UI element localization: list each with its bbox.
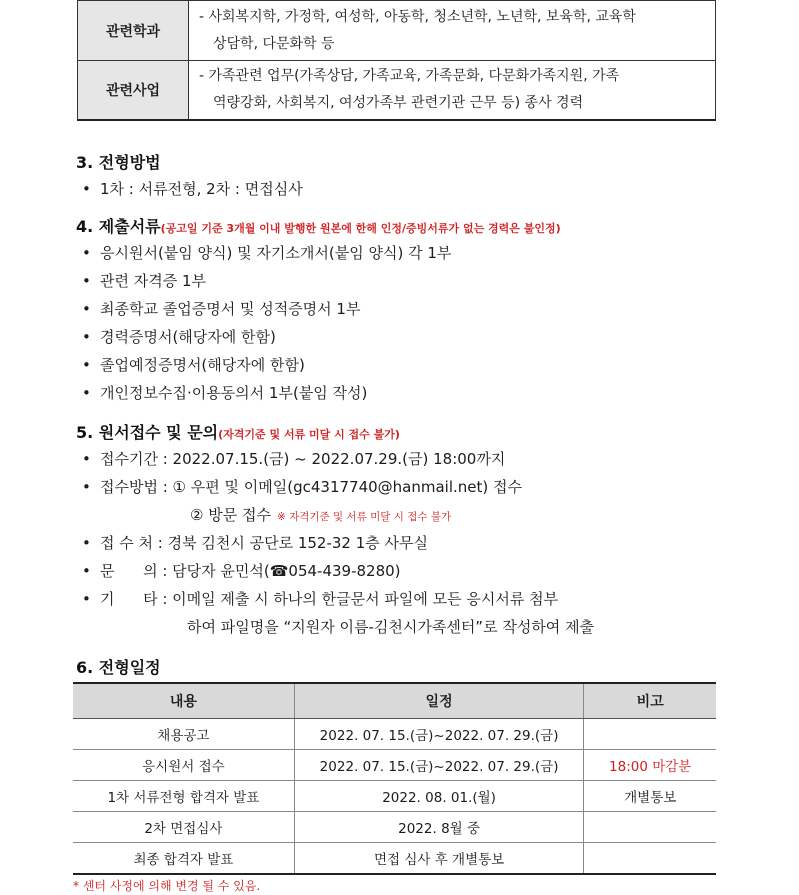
- section-3-title-text: 3. 전형방법: [76, 153, 161, 172]
- row-label: 관련사업: [78, 61, 189, 121]
- table-cell: 2022. 07. 15.(금)~2022. 07. 29.(금): [294, 750, 584, 781]
- table-row: [73, 812, 716, 843]
- section-5-title-text: 5. 원서접수 및 문의: [76, 423, 219, 442]
- section-6-title: [76, 655, 161, 678]
- table-cell: 최종 합격자 발표: [73, 843, 294, 875]
- section-4-title: [76, 214, 561, 237]
- line-text: - 가족관련 업무(가족상담, 가족교육, 가족문화, 다문화가족지원, 가족: [199, 68, 620, 84]
- line-text: 역량강화, 사회복지, 여성가족부 관련기관 근무 등) 종사 경력: [213, 95, 584, 111]
- section-6-title-text: 6. 전형일정: [76, 658, 161, 677]
- table-cell: [584, 812, 716, 843]
- list-item-text: 접 수 처 : 경북 김천시 공단로 152-32 1층 사무실: [100, 534, 428, 552]
- column-header: 비고: [584, 683, 716, 719]
- list-item: • 기 타 : 이메일 제출 시 하나의 한글문서 파일에 모든 응시서류 첨부: [82, 590, 559, 608]
- list-item: • 졸업예정증명서(해당자에 한함): [82, 356, 305, 374]
- table-cell: 2022. 07. 15.(금)~2022. 07. 29.(금): [294, 719, 584, 750]
- table-cell: 개별통보: [584, 781, 716, 812]
- list-item: • 관련 자격증 1부: [82, 272, 207, 290]
- table-row: [78, 61, 716, 121]
- list-item-text: 졸업예정증명서(해당자에 한함): [100, 356, 305, 374]
- list-item-continuation: [187, 616, 594, 637]
- list-item: • 1차 : 서류전형, 2차 : 면접심사: [82, 180, 303, 198]
- line-text: 상담학, 다문화학 등: [213, 35, 335, 52]
- list-item-text: 개인정보수집·이용동의서 1부(붙임 작성): [100, 384, 368, 402]
- method-note: ※ 자격기준 및 서류 미달 시 접수 불가: [276, 511, 452, 523]
- list-item-text: 최종학교 졸업증명서 및 성적증명서 1부: [100, 300, 361, 318]
- list-item-text: ② 방문 접수: [190, 506, 271, 524]
- column-header: 일정: [294, 683, 584, 719]
- table-row: [73, 843, 716, 875]
- schedule-footnote: * 센터 사정에 의해 변경 될 수 있음.: [73, 879, 261, 893]
- table-cell: 면접 심사 후 개별통보: [294, 843, 584, 875]
- table-cell: 2022. 08. 01.(월): [294, 781, 584, 812]
- table-header-row: [73, 683, 716, 719]
- list-item-text: 경력증명서(해당자에 한함): [100, 328, 276, 346]
- list-item-continuation: [190, 504, 451, 525]
- schedule-table: [73, 682, 716, 875]
- table-row: [73, 719, 716, 750]
- row-value: [189, 61, 716, 121]
- column-header: 내용: [73, 683, 294, 719]
- list-item-text: 응시원서(붙임 양식) 및 자기소개서(붙임 양식) 각 1부: [100, 244, 452, 262]
- table-cell: 2차 면접심사: [73, 812, 294, 843]
- table-row: [73, 781, 716, 812]
- section-5-title: [76, 420, 400, 443]
- section-3-title: [76, 150, 161, 173]
- line-text: - 사회복지학, 가정학, 여성학, 아동학, 청소년학, 노년학, 보육학, 교육학: [199, 8, 636, 25]
- list-item-text: 접수방법 : ① 우편 및 이메일(gc4317740@hanmail.net) 접수: [100, 478, 522, 496]
- list-item-text: 관련 자격증 1부: [100, 272, 207, 290]
- list-item-text: 1차 : 서류전형, 2차 : 면접심사: [100, 180, 303, 198]
- list-item-text: 접수기간 : 2022.07.15.(금) ~ 2022.07.29.(금) 18:00까지: [100, 450, 506, 468]
- row-value: [189, 1, 716, 61]
- table-cell: [584, 843, 716, 875]
- list-item: • 최종학교 졸업증명서 및 성적증명서 1부: [82, 300, 361, 318]
- table-cell: [584, 719, 716, 750]
- table-row: [78, 1, 716, 61]
- table-row: [73, 750, 716, 781]
- list-item-text: 하여 파일명을 “지원자 이름-김천시가족센터”로 작성하여 제출: [187, 618, 595, 636]
- table-cell: 2022. 8월 중: [294, 812, 584, 843]
- table-cell: 채용공고: [73, 719, 294, 750]
- list-item: • 경력증명서(해당자에 한함): [82, 328, 276, 346]
- list-item-text: 문 의 : 담당자 윤민석(☎054-439-8280): [100, 562, 401, 580]
- qualification-table: [77, 0, 716, 121]
- section-4-note: (공고일 기준 3개월 이내 발행한 원본에 한해 인정/증빙서류가 없는 경력은 불인정): [160, 222, 561, 235]
- section-5-note: (자격기준 및 서류 미달 시 접수 불가): [218, 428, 400, 441]
- list-item: • 접수기간 : 2022.07.15.(금) ~ 2022.07.29.(금) 18:00까지: [82, 450, 506, 468]
- list-item-text: 기 타 : 이메일 제출 시 하나의 한글문서 파일에 모든 응시서류 첨부: [100, 590, 559, 608]
- list-item: • 응시원서(붙임 양식) 및 자기소개서(붙임 양식) 각 1부: [82, 244, 452, 262]
- list-item: • 접 수 처 : 경북 김천시 공단로 152-32 1층 사무실: [82, 534, 428, 552]
- row-label: 관련학과: [78, 1, 189, 61]
- table-cell: 18:00 마감분: [584, 750, 716, 781]
- list-item: • 개인정보수집·이용동의서 1부(붙임 작성): [82, 384, 368, 402]
- table-cell: 1차 서류전형 합격자 발표: [73, 781, 294, 812]
- table-cell: 응시원서 접수: [73, 750, 294, 781]
- list-item: • 접수방법 : ① 우편 및 이메일(gc4317740@hanmail.net) 접수: [82, 478, 522, 496]
- list-item: • 문 의 : 담당자 윤민석(☎054-439-8280): [82, 562, 401, 580]
- section-4-title-text: 4. 제출서류: [76, 217, 161, 236]
